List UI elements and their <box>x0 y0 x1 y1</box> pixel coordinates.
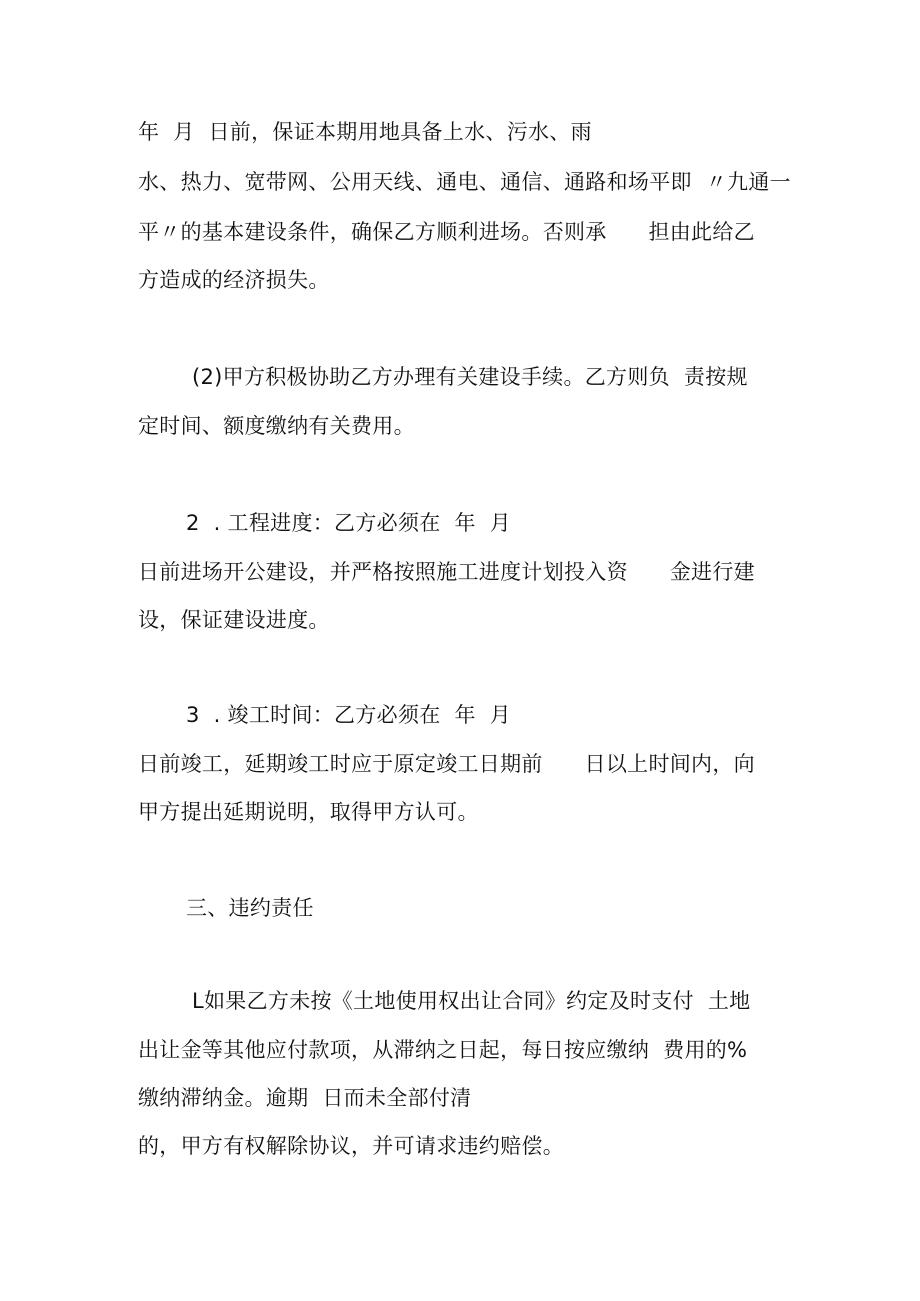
text-line: 日前竣工，延期竣工时应于原定竣工日期前 日以上时间内，向 <box>138 752 755 776</box>
text-line: L如果乙方未按《土地使用权出让合同》约定及时支付 土地 <box>192 989 751 1013</box>
text-line: 平〃的基本建设条件，确保乙方顺利进场。否则承 担由此给乙 <box>138 220 755 244</box>
text-line: 设，保证建设进度。 <box>138 608 330 632</box>
section-title: 三、违约责任 <box>186 896 314 920</box>
text-line: 水、热力、宽带网、公用天线、通电、通信、通路和场平即 〃九通一 <box>138 170 791 194</box>
text-line: 甲方提出延期说明，取得甲方认可。 <box>138 800 479 824</box>
text-line: 出让金等其他应付款项，从滞纳之日起，每日按应缴纳 费用的% <box>138 1038 748 1062</box>
text-line: 定时间、额度缴纳有关费用。 <box>138 414 415 438</box>
section-heading: 3 . 竣工时间：乙方必须在 年 月 <box>186 703 512 727</box>
section-heading: 2 . 工程进度：乙方必须在 年 月 <box>186 511 512 535</box>
text-line: 日前进场开公建设，并严格按照施工进度计划投入资 金进行建 <box>138 560 755 584</box>
text-line: 缴纳滞纳金。逾期 日而未全部付清 <box>138 1086 472 1110</box>
text-line: 年 月 日前，保证本期用地具备上水、污水、雨 <box>138 120 592 144</box>
text-line: 方造成的经济损失。 <box>138 268 330 292</box>
text-line: 的，甲方有权解除协议，并可请求违约赔偿。 <box>138 1134 564 1158</box>
text-line: (2)甲方积极协助乙方办理有关建设手续。乙方则负 责按规 <box>192 365 748 389</box>
